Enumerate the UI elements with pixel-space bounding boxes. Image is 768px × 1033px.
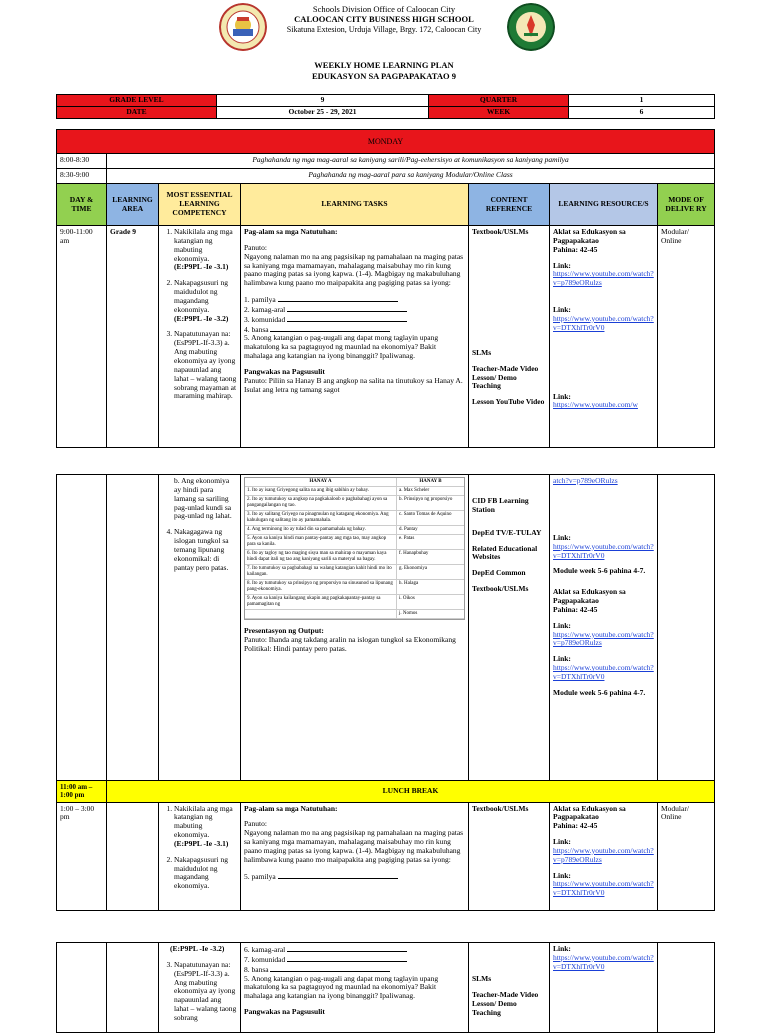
schedule-table-page3 (56, 942, 715, 1033)
task-question: 5. Anong katangian o pag-uugali ang dapat mong taglayin upang makatulong ka sa pagtaguyod ng maunlad na ekonomiya? Bakit mahalaga ang katangian na iyong binanggit? Ipaliwanag. (244, 973, 439, 1001)
panuto-label: Panuto: (244, 242, 267, 252)
row1-competency (159, 226, 241, 448)
row3-competency: 1. Nakikilala ang mga katangian ng mabuting ekonomiya. (E:P9PL -Ie -3.1) 2. Nakapagsusuri ng maidudulot ng magandang ekonomiya. (159, 802, 241, 910)
row4-resources: Link: https://www.youtube.com/watch?v=DTXhlTr0rV0 (550, 943, 658, 1033)
office-name: Schools Division Office of Caloocan City (312, 4, 456, 14)
link-label: Link: (553, 260, 571, 270)
school-address: Sikatuna Extesion, Urduja Village, Brgy. 172, Caloocan City (286, 24, 482, 34)
youtube-link[interactable]: atch?v=p789eORulzs (553, 476, 618, 485)
task-item: 2. kamag-aral (244, 305, 465, 315)
row4-content: SLMs Teacher-Made Video Lesson/ Demo Teaching (469, 943, 550, 1033)
task-heading: Pag-alam sa mga Natutuhan: (244, 227, 338, 236)
title-line1: WEEKLY HOME LEARNING PLAN (314, 60, 454, 70)
task-item: 7. komunidad (244, 955, 465, 965)
col-competency: MOST ESSENTIAL LEARNING COMPETENCY (159, 184, 241, 226)
matching-row: 1. Ito ay isang Griyegong salita na ang ibig sabihin ay bahay. a. Max Scheler (245, 487, 464, 496)
content-ref: SLMs (472, 347, 492, 357)
day-banner: MONDAY (57, 130, 715, 154)
matching-row: 3. Ito ay salitang Griyego na pinagmulan ng katagang ekonomiya. Ang kahulugan ng salitang ito ay pamamahala. c. Santo Tomas de Aquino (245, 511, 464, 526)
matching-row: 5. Ayon sa kaniya hindi man pantay-pantay ang mga tao, may angkop para sa kanila. e. Patas (245, 535, 464, 550)
content-ref: Textbook/USLMs (472, 584, 529, 594)
matching-row: 6. Ito ay tagloy ng tao maging sisya man sa mahirap o mayaman kaya hindi dapat itali ng tao ang kaniyang sarili sa materyal na bagay. f. Hanapbuhay (245, 550, 464, 565)
row1-resources (550, 226, 658, 448)
link-label: Link: (553, 391, 571, 401)
task-item: 8. bansa (244, 965, 465, 975)
row2-content (469, 475, 550, 781)
module-ref: Module week 5-6 pahina 4-7. (553, 687, 646, 697)
youtube-link[interactable]: https://www.youtube.com/watch?v=p789eORulzs (553, 845, 654, 864)
row3-tasks (241, 802, 469, 910)
task-item: 6. kamag-aral (244, 945, 465, 955)
task-item: 3. komunidad (244, 315, 465, 325)
table-row (57, 475, 715, 781)
youtube-link[interactable]: https://www.youtube.com/watch?v=DTXhlTr0rV0 (553, 952, 654, 971)
matching-row: 7. Ito tumutukoy sa pagbabahagi na walang katangian kahit hindi mo ito kailangan. g. Ekonomiya (245, 565, 464, 580)
row2-tasks (241, 475, 469, 781)
competency-code-2: (E:P9PL -Ie -3.2) (170, 944, 225, 953)
row3-resources: Aklat sa Edukasyon sa Pagpapakatao Pahina: 42-45 Link: https://www.youtube.com/watch?v=p789eORulzs Link: https://www.youtube.com/watch?v=DTXhlTr0rV0 (550, 802, 658, 910)
competency-3: Napatutunayan na: (EsP9PL-If-3.3) a. Ang mabuting ekonomiya ay iyong napauunlad ang lahat – walang taong sobrang mayaman at maraming mahirap. (174, 329, 237, 401)
col-area: LEARNING AREA (107, 184, 159, 226)
task-item: 1. pamilya (244, 295, 465, 305)
row1-mode: Modular/ Online (658, 226, 715, 448)
table-row (57, 943, 715, 1033)
row1-time: 9:00-11:00 am (57, 226, 107, 448)
row3-time: 1:00 – 3:00 pm (57, 802, 107, 910)
prelim-time-1: 8:00-8:30 (57, 154, 107, 169)
matching-row: 4. Ang terminong ito ay tulad din sa pamamahala ng bahay. d. Pantay (245, 526, 464, 535)
task-heading: Pag-alam sa mga Natutuhan: (244, 803, 338, 813)
link-label: Link: (553, 620, 571, 630)
lunch-banner: LUNCH BREAK (107, 781, 715, 803)
task-item: 4. bansa (244, 325, 465, 335)
row1-tasks (241, 226, 469, 448)
document-title (0, 60, 768, 83)
content-ref: Related Educational Websites (472, 543, 538, 562)
row1-area: Grade 9 (107, 226, 159, 448)
link-label: Link: (553, 532, 571, 542)
hanay-b-header: HANAY B (419, 479, 442, 484)
title-line2: EDUKASYON SA PAGPAPAKATAO 9 (312, 71, 456, 82)
competency-1: Nakikilala ang mga katangian ng mabuting ekonomiya. (174, 227, 233, 263)
date-label: DATE (57, 106, 217, 118)
content-ref: CID FB Learning Station (472, 496, 529, 514)
competency-4: 4. Nakagagawa ng islogan tungkol sa temang lipunang ekonomikal: di pantay pero patas. (174, 528, 237, 572)
col-resources: LEARNING RESOURCE/S (550, 184, 658, 226)
row1-content (469, 226, 550, 448)
row3-content: Textbook/USLMs (469, 802, 550, 910)
col-day-time: DAY & TIME (57, 184, 107, 226)
row4-tasks (241, 943, 469, 1033)
table-row (57, 226, 715, 448)
youtube-link[interactable]: https://www.youtube.com/w (553, 400, 638, 410)
youtube-link[interactable]: https://www.youtube.com/watch?v=DTXhlTr0rV0 (553, 313, 654, 332)
competency-code-1: (E:P9PL -Ie -3.1) (174, 262, 229, 272)
row4-competency (159, 943, 241, 1033)
info-table (56, 94, 715, 119)
competency-2: Nakapagsusuri ng maidudulot ng magandang ekonomiya. (174, 278, 228, 314)
youtube-link[interactable]: https://www.youtube.com/watch?v=DTXhlTr0rV0 (553, 541, 654, 560)
lunch-time: 11:00 am – 1:00 pm (57, 781, 107, 803)
school-name: CALOOCAN CITY BUSINESS HIGH SCHOOL (294, 13, 474, 24)
quarter-label: QUARTER (429, 95, 569, 107)
pangwakas-heading: Pangwakas na Pagsusulit (244, 366, 325, 376)
matching-row: 8. Ito ay tumutukoy sa prinsipyo ng proporsiyo na sinusunod sa lipunang pang-ekonomiya. h. Halaga (245, 580, 464, 595)
youtube-link[interactable]: https://www.youtube.com/watch?v=p789eORulzs (553, 629, 654, 648)
schedule-table-continued (56, 474, 715, 911)
content-ref: Textbook/USLMs (472, 227, 529, 236)
competency-3: 3. Napatutunayan na: (EsP9PL-If-3.3) a. Ang mabuting ekonomiya ay iyong napauunlad ang lahat – walang taong sobrang (174, 961, 237, 1023)
grade-label: GRADE LEVEL (57, 95, 217, 107)
pangwakas-heading: Pangwakas na Pagsusulit (244, 1007, 325, 1017)
resource-pages: Pahina: 42-45 (553, 244, 598, 254)
week-value: 6 (569, 106, 715, 118)
row3-mode: Modular/ Online (658, 802, 715, 910)
resource-book: Aklat sa Edukasyon sa Pagpapakatao (553, 587, 626, 606)
col-mode: MODE OF DELIVE RY (658, 184, 715, 226)
competency-b: b. Ang ekonomiya ay hindi para lamang sa sariling pag-unlad kundi sa pag-unlad ng lahat. (174, 476, 232, 521)
hanay-a-header: HANAY A (245, 478, 397, 486)
competency-code-2: (E:P9PL -Ie -3.2) (174, 313, 229, 323)
prelim-text-2: Paghahanda ng mag-aaral para sa kaniyang Modular/Online Class (107, 169, 715, 184)
task-item: 5. pamilya (244, 872, 465, 882)
panuto-label: Panuto: (244, 819, 267, 829)
matching-row: j. Nomos (245, 610, 464, 619)
resource-pages: Pahina: 42-45 (553, 604, 598, 614)
task-question: 5. Anong katangian o pag-uugali ang dapat mong taglayin upang makatulong ka sa pagtaguyod ng maunlad na ekonomiya? Bakit mahalaga ang katangian na iyong binanggit? Ipaliwanag. (244, 333, 439, 361)
youtube-link[interactable]: https://www.youtube.com/watch?v=p789eORulzs (553, 269, 654, 288)
matching-table (244, 477, 465, 620)
content-ref: Lesson YouTube Video (472, 397, 545, 407)
matching-row: 9. Ayon sa kaniya kailangang ukapin ang pagkakapantay-pantay sa pamamagitan ng i. Oikos (245, 595, 464, 610)
resource-book: Aklat sa Edukasyon sa Pagpapakatao (553, 227, 626, 245)
quarter-value: 1 (569, 95, 715, 107)
presentasyon-text: Panuto: Ihanda ang takdang aralin na islogan tungkol sa Ekonomikang Politikal: Hindi pantay pero patas. (244, 634, 456, 653)
schedule-table (56, 129, 715, 448)
matching-row: 2. Ito ay tumutukoy sa angkop na pagkakaloob o pagbabahagi ayon sa pangangailangan ng tao. b. Prinsipyo ng proporsiyo (245, 496, 464, 511)
content-ref: DepEd TV/E-TULAY (472, 527, 542, 537)
presentasyon-heading: Presentasyon ng Output: (244, 626, 324, 635)
link-label: Link: (553, 305, 571, 315)
row2-resources (550, 475, 658, 781)
youtube-link[interactable]: https://www.youtube.com/watch?v=DTXhlTr0rV0 (553, 663, 654, 681)
pangwakas-text: Panuto: Piliin sa Hanay B ang angkop na salita na tinutukoy sa Hanay A. Isulat ang letra ng tamang sagot (244, 375, 463, 394)
module-ref: Module week 5-6 pahina 4-7. (553, 566, 646, 576)
panuto-text: Ngayong nalaman mo na ang pagsisikap ng pamahalaan na maging patas sa kaniyang mga mamamayan, mahalagang maisabuhay mo rin kung paano maging patas sa iyong kapwa. (1-4). Magbigay ng makabuluhang halimbawa kung paano mo maipapakita ang pagiging patas sa iyong: (244, 251, 464, 288)
date-value: October 25 - 29, 2021 (217, 106, 429, 118)
table-row (57, 802, 715, 910)
row2-competency (159, 475, 241, 781)
prelim-text-1: Paghahanda ng mga mag-aaral sa kaniyang sarili/Pag-eehersisyo at komunikasyon sa kaniyang pamilya (107, 154, 715, 169)
content-ref: Teacher-Made Video Lesson/ Demo Teaching (472, 363, 539, 391)
panuto-text: Ngayong nalaman mo na ang pagsisikap ng pamahalaan na maging patas sa kaniyang mga mamamayan, mahalagang maisabuhay mo rin kung paano maging patas sa iyong kapwa. (1-4). Magbigay ng makabuluhang halimbawa kung paano mo maipapakita ang pagiging patas sa iyong: (244, 828, 464, 864)
grade-value: 9 (217, 95, 429, 107)
col-content: CONTENT REFERENCE (469, 184, 550, 226)
week-label: WEEK (429, 106, 569, 118)
youtube-link[interactable]: https://www.youtube.com/watch?v=DTXhlTr0rV0 (553, 879, 654, 898)
prelim-time-2: 8:30-9:00 (57, 169, 107, 184)
school-header (0, 5, 768, 34)
link-label: Link: (553, 654, 571, 664)
col-tasks: LEARNING TASKS (241, 184, 469, 226)
content-ref: DepEd Common (472, 568, 526, 578)
